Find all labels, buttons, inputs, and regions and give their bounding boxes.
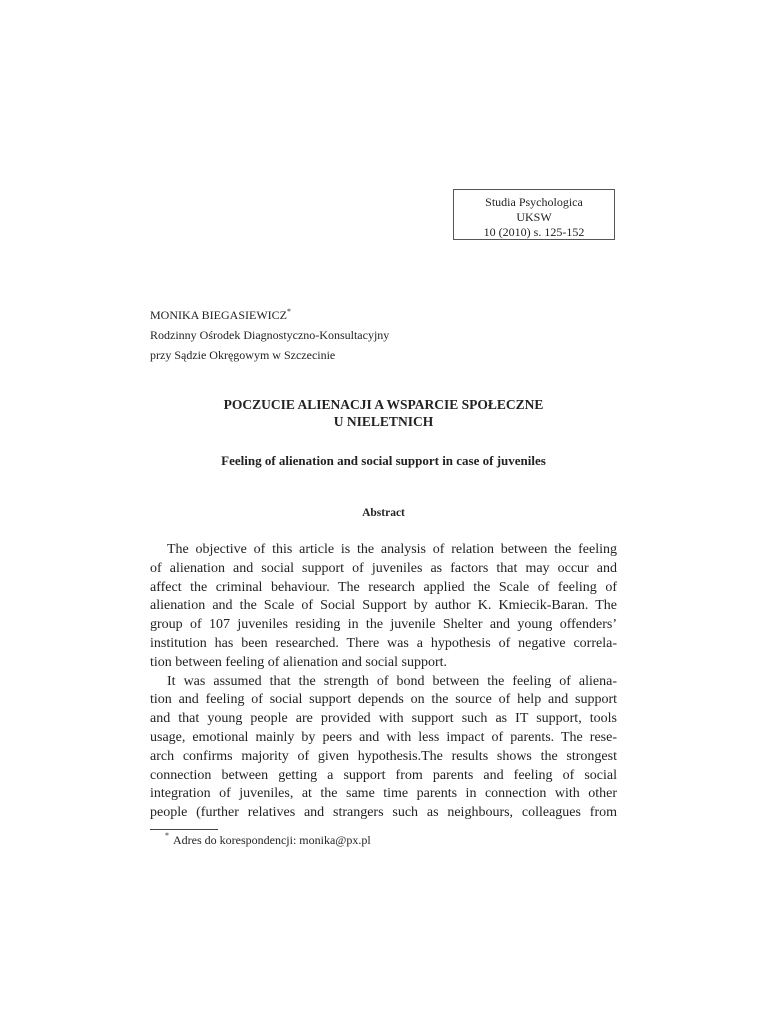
footnote-marker: *: [165, 831, 169, 840]
abstract-line: tion between feeling of alienation and social support.: [150, 654, 448, 670]
journal-info-box: [453, 189, 615, 240]
abstract-line: integration of juveniles, at the same time parents in connection with other: [150, 786, 617, 802]
journal-name: Studia Psychologica: [485, 195, 583, 209]
journal-publisher: UKSW: [516, 210, 552, 224]
abstract-line: It was assumed that the strength of bond between the feeling of aliena-: [167, 673, 617, 689]
abstract-body: [150, 541, 617, 823]
abstract-line: connection between getting a support from parents and feeling of social: [150, 767, 617, 783]
author-name-line: [150, 305, 389, 325]
affiliation-line-2: przy Sądzie Okręgowym w Szczecinie: [150, 348, 336, 362]
title-polish-line-2: U NIELETNICH: [333, 414, 434, 429]
abstract-line: people (further relatives and strangers such as neighbours, colleagues from: [150, 805, 617, 821]
footnote: [165, 833, 371, 848]
abstract-line: The objective of this article is the analysis of relation between the feeling: [167, 542, 617, 557]
abstract-heading: Abstract: [362, 507, 405, 519]
abstract-line: usage, emotional mainly by peers and with less impact of parents. The rese-: [150, 729, 617, 745]
author-name: MONIKA BIEGASIEWICZ: [150, 308, 287, 322]
author-block: [150, 305, 389, 365]
abstract-line: and that young people are provided with support such as IT support, tools: [150, 711, 617, 727]
footnote-text: Adres do korespondencji: monika@px.pl: [173, 833, 371, 847]
abstract-line: arch confirms majority of given hypothesis.The results shows the strongest: [150, 748, 617, 764]
journal-issue: 10 (2010) s. 125-152: [483, 225, 585, 239]
title-english: Feeling of alienation and social support in case of juveniles: [221, 453, 546, 468]
abstract-line: tion and feeling of social support depends on the source of help and support: [150, 692, 617, 708]
title-polish: [150, 396, 617, 430]
abstract-line: group of 107 juveniles residing in the juvenile Shelter and young offenders’: [150, 617, 617, 633]
abstract-line: of alienation and social support of juveniles as factors that may occur and: [150, 560, 617, 576]
title-polish-line-1: POCZUCIE ALIENACJI A WSPARCIE SPOŁECZNE: [223, 397, 544, 412]
abstract-line: institution has been researched. There was a hypothesis of negative correla-: [150, 635, 617, 651]
author-footnote-marker: *: [287, 307, 291, 316]
affiliation-line-1: Rodzinny Ośrodek Diagnostyczno-Konsultacyjny: [150, 328, 390, 342]
footnote-divider: [150, 829, 218, 830]
abstract-line: affect the criminal behaviour. The research applied the Scale of feeling of: [150, 579, 617, 595]
abstract-line: alienation and the Scale of Social Support by author K. Kmiecik-Baran. The: [150, 598, 617, 614]
